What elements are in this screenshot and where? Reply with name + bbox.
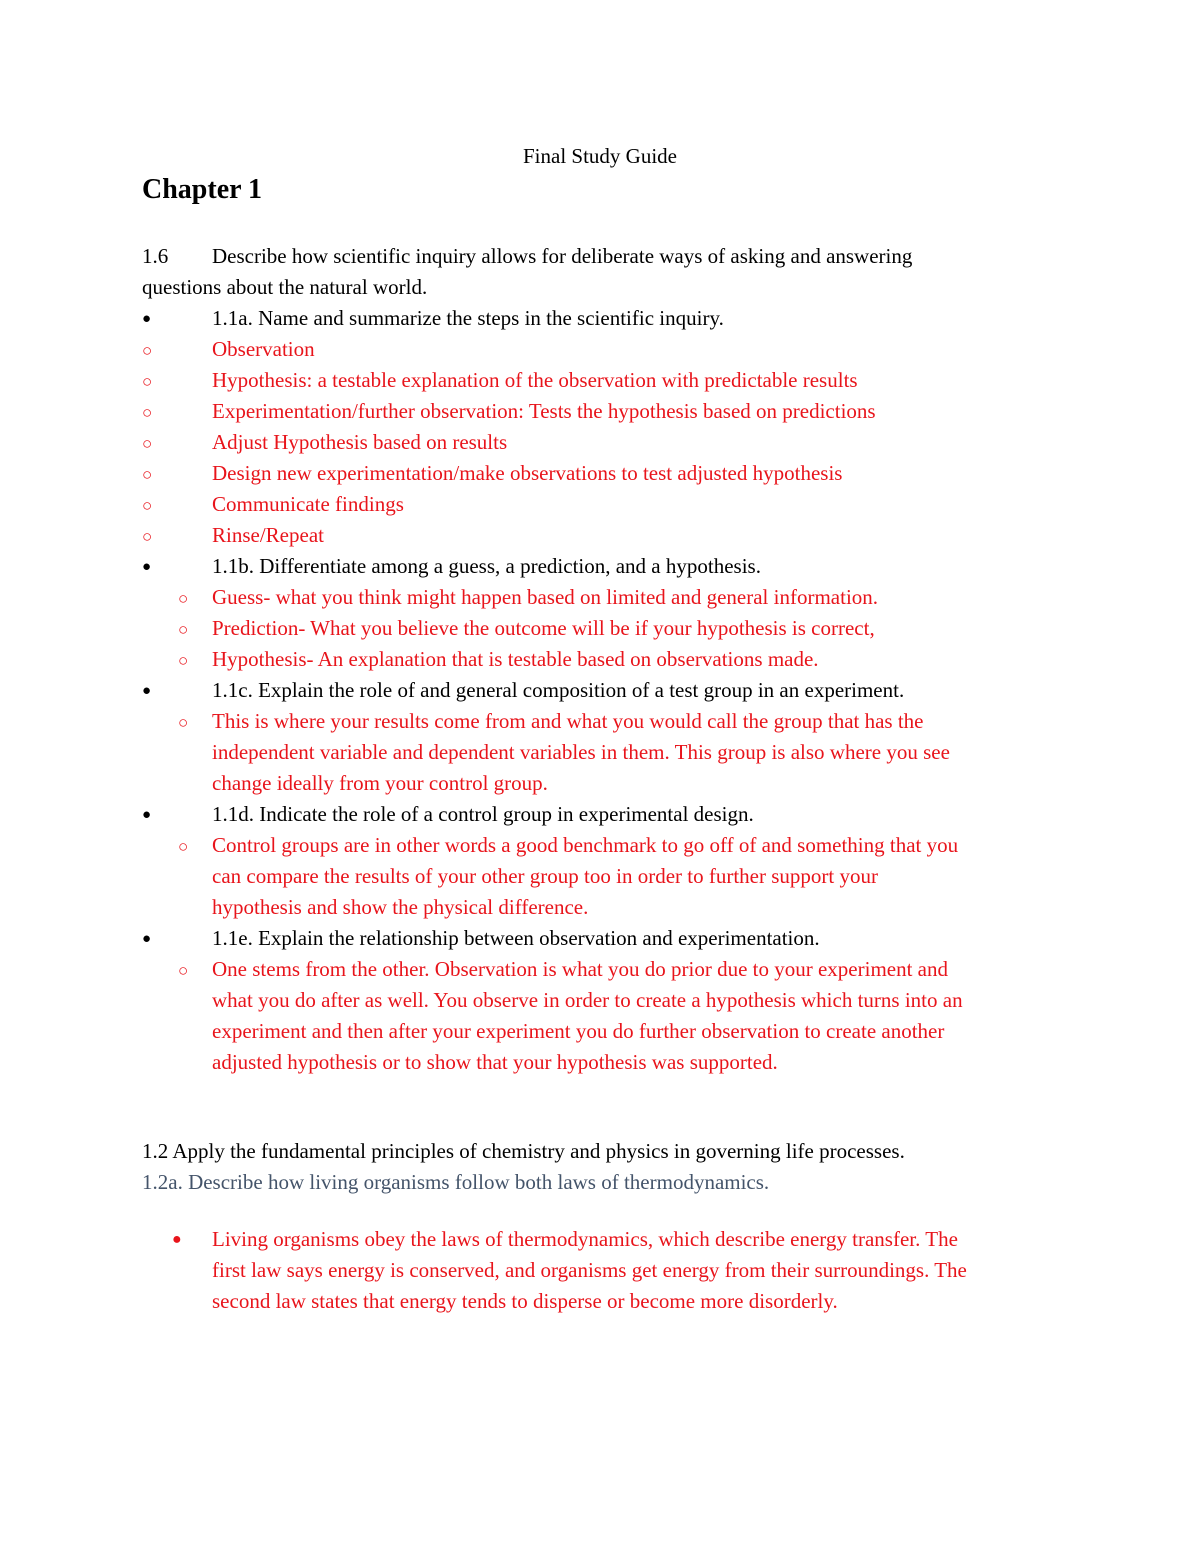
list-item: ○ Observation: [142, 334, 1072, 365]
list-item: ● 1.1e. Explain the relationship between observation and experimentation.: [142, 923, 1072, 954]
circle-bullet-icon: ○: [178, 589, 189, 608]
circle-bullet-icon: ○: [142, 496, 153, 515]
bullet-icon: ●: [142, 559, 152, 575]
list-item: ○ Control groups are in other words a good benchmark to go off of and something that you can compare the results of your other group too in order to further support your hypothesis and show the physical difference.: [142, 830, 1072, 923]
circle-bullet-icon: ○: [142, 372, 153, 391]
list-item: ● Living organisms obey the laws of thermodynamics, which describe energy transfer. The first law says energy is conserved, and organisms get energy from their surroundings. The second law states that energy tends to disperse or become more disorderly.: [142, 1224, 1072, 1317]
list-item: ○ Hypothesis- An explanation that is testable based on observations made.: [142, 644, 1072, 675]
circle-bullet-icon: ○: [178, 837, 189, 856]
document-title: Final Study Guide: [522, 144, 677, 168]
list-item: ● 1.1a. Name and summarize the steps in the scientific inquiry.: [142, 303, 1072, 334]
list-item: ● 1.1d. Indicate the role of a control group in experimental design.: [142, 799, 1072, 830]
list-item: ○ Design new experimentation/make observations to test adjusted hypothesis: [142, 458, 1072, 489]
circle-bullet-icon: ○: [142, 403, 153, 422]
list-item: ● 1.1b. Differentiate among a guess, a prediction, and a hypothesis.: [142, 551, 1072, 582]
bullet-icon: ●: [142, 311, 152, 327]
circle-bullet-icon: ○: [142, 341, 153, 360]
objective-number: 1.6: [142, 244, 169, 268]
sub-objective-heading: 1.2a. Describe how living organisms follow both laws of thermodynamics.: [142, 1170, 770, 1194]
list-item: ○ Hypothesis: a testable explanation of the observation with predictable results: [142, 365, 1072, 396]
list-item: ○ One stems from the other. Observation is what you do prior due to your experiment and what you do after as well. You observe in order to create a hypothesis which turns into an experiment and then after your experiment you do further observation to create another adjusted hypothesis or to show that your hypothesis was supported.: [142, 954, 1072, 1078]
list-item: ○ Adjust Hypothesis based on results: [142, 427, 1072, 458]
circle-bullet-icon: ○: [142, 434, 153, 453]
list-item: ○ Communicate findings: [142, 489, 1072, 520]
bullet-icon: ●: [142, 683, 152, 699]
circle-bullet-icon: ○: [178, 651, 189, 670]
objective-heading-line-1: Describe how scientific inquiry allows for deliberate ways of asking and answering: [212, 244, 913, 268]
list-item: ● 1.1c. Explain the role of and general composition of a test group in an experiment.: [142, 675, 1072, 706]
objective-heading: [142, 241, 1072, 272]
list-item: ○ Guess- what you think might happen based on limited and general information.: [142, 582, 1072, 613]
bullet-icon: ●: [172, 1231, 182, 1248]
section-1-6: [142, 241, 1072, 1078]
bullet-icon: ●: [142, 807, 152, 823]
list-item: ○ Prediction- What you believe the outcome will be if your hypothesis is correct,: [142, 613, 1072, 644]
circle-bullet-icon: ○: [178, 620, 189, 639]
bullet-icon: ●: [142, 931, 152, 947]
circle-bullet-icon: ○: [178, 961, 189, 980]
list-item: ○ Rinse/Repeat: [142, 520, 1072, 551]
list-item: ○ Experimentation/further observation: Tests the hypothesis based on predictions: [142, 396, 1072, 427]
objective-heading-line-2: questions about the natural world.: [142, 275, 428, 299]
circle-bullet-icon: ○: [142, 465, 153, 484]
list-item: ○ This is where your results come from and what you would call the group that has the independent variable and dependent variables in them. This group is also where you see change ideally from your control group.: [142, 706, 1072, 799]
section-1-2: [142, 1136, 1072, 1317]
circle-bullet-icon: ○: [142, 527, 153, 546]
objective-heading: 1.2 Apply the fundamental principles of chemistry and physics in governing life processes.: [142, 1139, 905, 1163]
chapter-heading: Chapter 1: [142, 174, 263, 205]
circle-bullet-icon: ○: [178, 713, 189, 732]
